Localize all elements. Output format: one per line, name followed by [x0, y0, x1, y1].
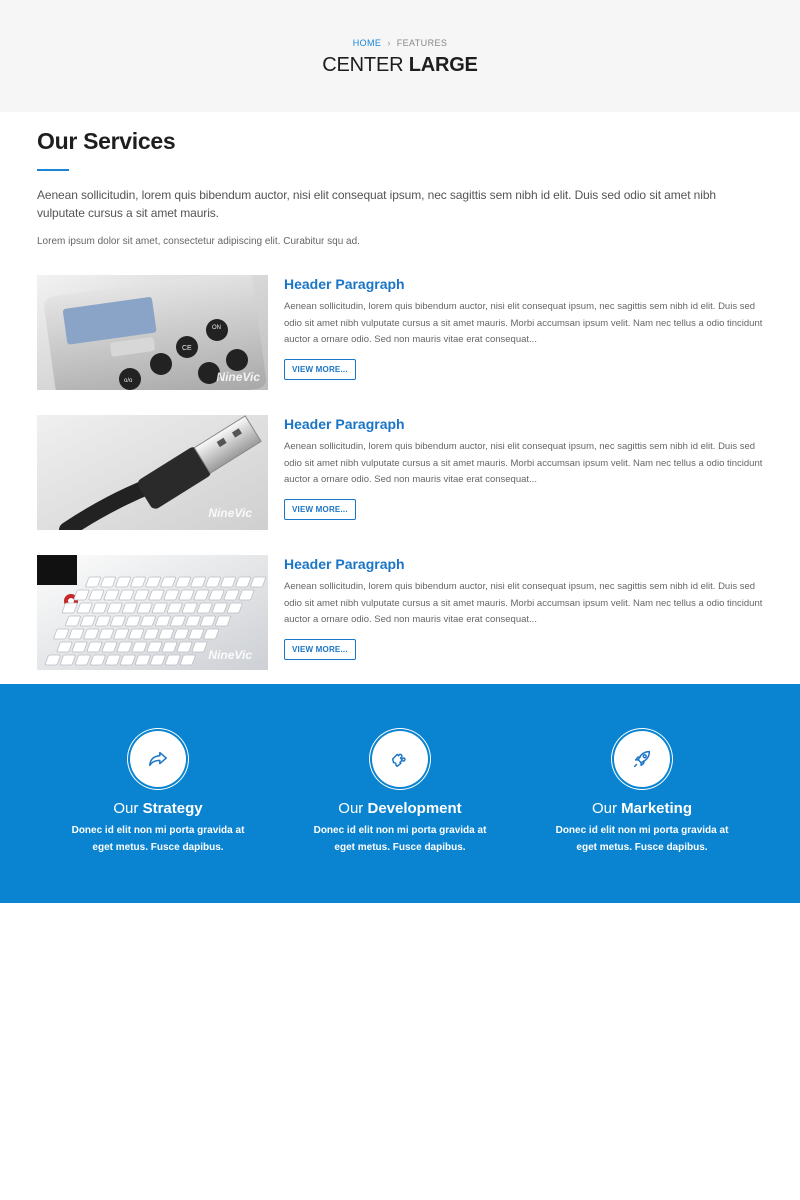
features-band — [0, 684, 800, 903]
feature-title-bold: Strategy — [142, 800, 203, 817]
view-more-button[interactable]: VIEW MORE... — [284, 359, 356, 380]
feature-title-bold: Marketing — [621, 800, 693, 817]
feature-title — [279, 800, 521, 818]
feature-title — [37, 800, 279, 818]
service-item-title[interactable]: Header Paragraph — [284, 556, 405, 572]
breadcrumb-current: FEATURES — [396, 38, 448, 48]
page-title-light: CENTER — [322, 54, 409, 76]
feature-strategy — [37, 731, 279, 903]
breadcrumb-separator-icon: › — [387, 38, 391, 48]
service-item-text: Aenean sollicitudin, lorem quis bibendum auctor, nisi elit consequat ipsum, nec sagittis sem nibh id elit. Duis sed odio sit amet nibh vulputate cursus a sit amet mauris. Morbi accumsan ipsum velit. Nam nec tellus a odio tincidunt auctor a ornare odio. Sed non mauris vitae erat consequat... — [284, 301, 763, 345]
svg-text:ON: ON — [212, 325, 221, 331]
page-header — [0, 0, 800, 112]
service-item-body — [284, 415, 763, 530]
image-watermark: NineVic — [208, 648, 252, 662]
svg-text:CE: CE — [182, 345, 192, 352]
page-title — [0, 54, 800, 77]
puzzle-icon[interactable] — [372, 731, 428, 787]
feature-title-light: Our — [591, 800, 622, 817]
service-item-text: Aenean sollicitudin, lorem quis bibendum auctor, nisi elit consequat ipsum, nec sagittis sem nibh id elit. Duis sed odio sit amet nibh vulputate cursus a sit amet mauris. Morbi accumsan ipsum velit. Nam nec tellus a odio tincidunt auctor a ornare odio. Sed non mauris vitae erat consequat... — [284, 581, 763, 625]
service-item-body — [284, 555, 763, 670]
keyboard-image — [37, 555, 268, 670]
image-watermark: NineVic — [216, 370, 260, 384]
page-title-bold: LARGE — [408, 54, 478, 76]
feature-title-light: Our — [338, 800, 368, 817]
service-item-body — [284, 275, 763, 390]
heading-underline — [37, 169, 69, 171]
rocket-icon[interactable] — [614, 731, 670, 787]
feature-title — [521, 800, 763, 818]
feature-text: Donec id elit non mi porta gravida at eget metus. Fusce dapibus. — [555, 825, 729, 853]
usb-cable-image — [37, 415, 268, 530]
feature-text: Donec id elit non mi porta gravida at eget metus. Fusce dapibus. — [71, 825, 245, 853]
share-arrow-icon[interactable] — [130, 731, 186, 787]
image-watermark: NineVic — [208, 506, 252, 520]
calculator-image — [37, 275, 268, 390]
service-item-text: Aenean sollicitudin, lorem quis bibendum auctor, nisi elit consequat ipsum, nec sagittis sem nibh id elit. Duis sed odio sit amet nibh vulputate cursus a sit amet mauris. Morbi accumsan ipsum velit. Nam nec tellus a odio tincidunt auctor a ornare odio. Sed non mauris vitae erat consequat... — [284, 441, 763, 485]
service-item — [37, 275, 763, 390]
service-item — [37, 555, 763, 670]
services-heading: Our Services — [37, 128, 176, 154]
feature-text: Donec id elit non mi porta gravida at eget metus. Fusce dapibus. — [313, 825, 487, 853]
services-lead: Aenean sollicitudin, lorem quis bibendum auctor, nisi elit consequat ipsum, nec sagittis sem nibh id elit. Duis sed odio sit amet nibh vulputate cursus a sit amet mauris. — [37, 188, 716, 220]
service-item — [37, 415, 763, 530]
svg-text:o/o: o/o — [124, 378, 133, 384]
view-more-button[interactable]: VIEW MORE... — [284, 499, 356, 520]
breadcrumb-home-link[interactable]: HOME — [352, 38, 382, 48]
services-section — [0, 112, 800, 670]
feature-title-bold: Development — [367, 800, 462, 817]
feature-marketing — [521, 731, 763, 903]
service-item-title[interactable]: Header Paragraph — [284, 276, 405, 292]
view-more-button[interactable]: VIEW MORE... — [284, 639, 356, 660]
services-sub-lead: Lorem ipsum dolor sit amet, consectetur adipiscing elit. Curabitur squ ad. — [37, 236, 360, 247]
feature-title-light: Our — [113, 800, 143, 817]
service-item-title[interactable]: Header Paragraph — [284, 416, 405, 432]
feature-development — [279, 731, 521, 903]
breadcrumb — [0, 38, 800, 48]
